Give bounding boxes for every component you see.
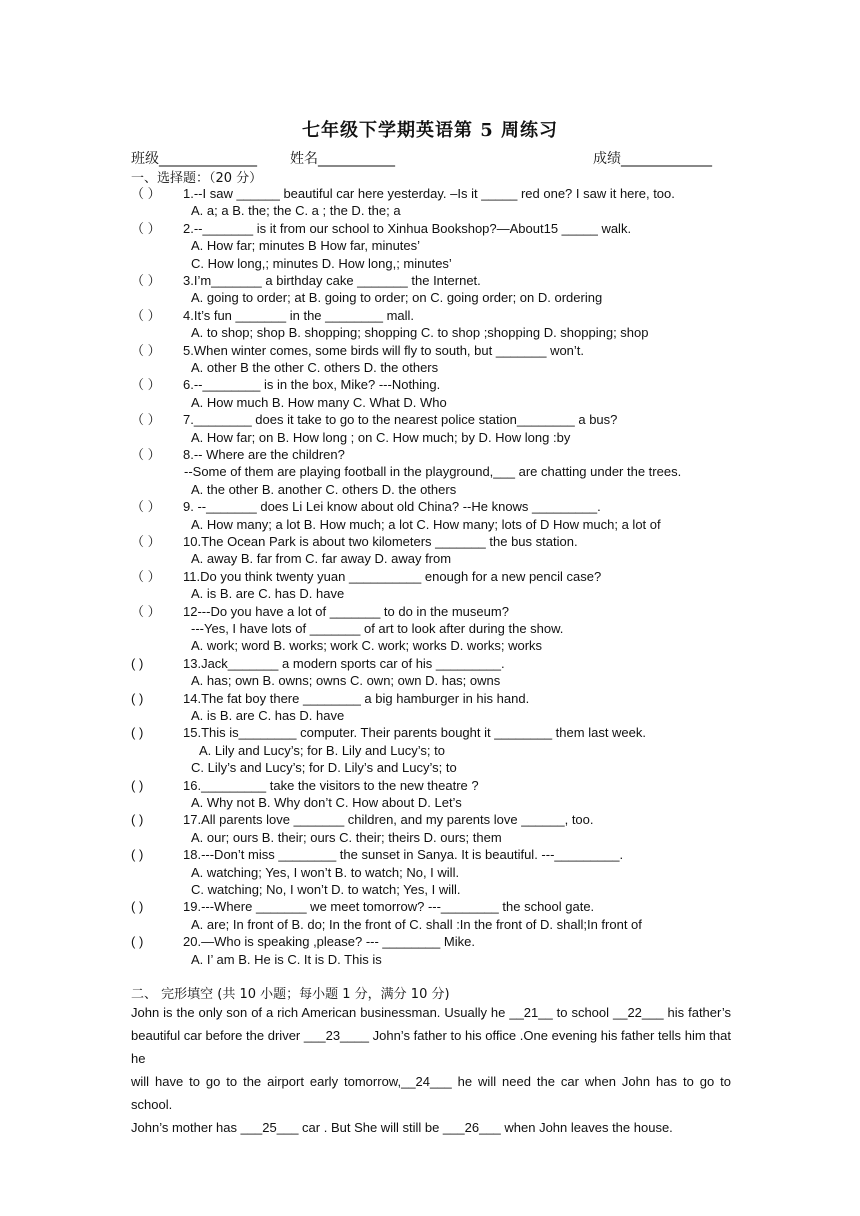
question-line	[131, 533, 578, 550]
answer-blank: ( )	[131, 725, 144, 740]
question-text: 3.I’m_______ a birthday cake _______ the Internet.	[183, 273, 481, 288]
answer-blank: ( )	[131, 847, 144, 862]
option-line: C. Lily’s and Lucy’s; for D. Lily’s and Lucy’s; to	[191, 760, 457, 775]
name-field: 姓名___________	[290, 151, 395, 167]
question-text: 20.—Who is speaking ,please? --- ________ Mike.	[183, 934, 475, 949]
passage-line: beautiful car before the driver ___23____ John’s father to his office .One evening his father tells him that he	[131, 1028, 731, 1066]
question-line	[131, 376, 440, 393]
question-text: 9. --_______ does Li Lei know about old China? --He knows _________.	[183, 499, 601, 514]
answer-blank: （ ）	[131, 377, 161, 392]
option-line: A. Lily and Lucy’s; for B. Lily and Lucy’s; to	[199, 743, 445, 758]
option-line: A. our; ours B. their; ours C. their; theirs D. ours; them	[191, 830, 502, 845]
question-line	[131, 446, 345, 463]
question-text: 4.It’s fun _______ in the ________ mall.	[183, 308, 415, 323]
question-line	[131, 342, 584, 359]
option-line: A. has; own B. owns; owns C. own; own D. has; owns	[191, 673, 501, 688]
answer-blank: ( )	[131, 899, 144, 914]
option-line: A. are; In front of B. do; In the front of C. shall :In the front of D. shall;In front of	[191, 917, 642, 932]
answer-blank: ( )	[131, 934, 144, 949]
question-text: 19.---Where _______ we meet tomorrow? ---________ the school gate.	[183, 899, 595, 914]
question-line	[131, 185, 675, 202]
question-line	[131, 603, 509, 620]
option-line: A. How much B. How many C. What D. Who	[191, 395, 447, 410]
question-text: 18.---Don’t miss ________ the sunset in Sanya. It is beautiful. ---_________.	[183, 847, 624, 862]
question-line	[131, 898, 594, 915]
answer-blank: （ ）	[131, 569, 161, 584]
option-line: A. Why not B. Why don’t C. How about D. Let’s	[191, 795, 462, 810]
question-line	[131, 690, 529, 707]
answer-blank: （ ）	[131, 604, 161, 619]
answer-blank: （ ）	[131, 308, 161, 323]
option-line: A. work; word B. works; work C. work; works D. works; works	[191, 638, 543, 653]
question-line	[131, 724, 646, 741]
answer-blank: ( )	[131, 812, 144, 827]
option-line: --Some of them are playing football in the playground,___ are chatting under the trees.	[184, 464, 682, 479]
question-line	[131, 655, 505, 672]
question-text: 6.--________ is in the box, Mike? ---Nothing.	[183, 377, 441, 392]
option-line: A. a; a B. the; the C. a ; the D. the; a	[191, 203, 401, 218]
question-line	[131, 933, 475, 950]
answer-blank: （ ）	[131, 412, 161, 427]
cloze-passage	[131, 1001, 731, 1139]
score-field: 成绩_____________	[593, 151, 712, 167]
question-text: 12---Do you have a lot of _______ to do in the museum?	[183, 604, 509, 619]
section-2-heading: 二、 完形填空 (共 10 小题；每小题 1 分，满分 10 分)	[131, 987, 450, 1002]
question-line	[131, 220, 631, 237]
question-text: 5.When winter comes, some birds will fly to south, but _______ won’t.	[183, 343, 585, 358]
question-text: 8.-- Where are the children?	[183, 447, 345, 462]
question-line	[131, 307, 414, 324]
question-text: 17.All parents love _______ children, and my parents love ______, too.	[183, 812, 594, 827]
option-line: A. watching; Yes, I won’t B. to watch; No, I will.	[191, 865, 460, 880]
class-field: 班级______________	[131, 151, 257, 167]
answer-blank: （ ）	[131, 534, 161, 549]
option-line: A. going to order; at B. going to order; on C. going order; on D. ordering	[191, 290, 603, 305]
answer-blank: （ ）	[131, 447, 161, 462]
passage-line: John is the only son of a rich American businessman. Usually he __21__ to school __22___ his father’s	[131, 1005, 731, 1020]
option-line: C. watching; No, I won’t D. to watch; Yes, I will.	[191, 882, 461, 897]
question-line	[131, 811, 594, 828]
answer-blank: ( )	[131, 656, 144, 671]
answer-blank: （ ）	[131, 186, 161, 201]
section-1-heading: 一、选择题：（20 分）	[131, 171, 263, 186]
question-line	[131, 411, 617, 428]
question-line	[131, 498, 601, 515]
option-line: A. How many; a lot B. How much; a lot C. How many; lots of D How much; a lot of	[191, 517, 661, 532]
option-line: A. I’ am B. He is C. It is D. This is	[191, 952, 382, 967]
question-text: 2.--_______ is it from our school to Xinhua Bookshop?—About15 _____ walk.	[183, 221, 632, 236]
question-text: 13.Jack_______ a modern sports car of his _________.	[183, 656, 505, 671]
question-text: 14.The fat boy there ________ a big hamburger in his hand.	[183, 691, 530, 706]
question-text: 7.________ does it take to go to the nearest police station________ a bus?	[183, 412, 618, 427]
answer-blank: （ ）	[131, 273, 161, 288]
option-line: A. the other B. another C. others D. the others	[191, 482, 457, 497]
option-line: ---Yes, I have lots of _______ of art to look after during the show.	[191, 621, 564, 636]
option-line: A. other B the other C. others D. the others	[191, 360, 439, 375]
question-line	[131, 846, 623, 863]
answer-blank: ( )	[131, 778, 144, 793]
question-text: 11.Do you think twenty yuan __________ enough for a new pencil case?	[183, 569, 602, 584]
option-line: A. away B. far from C. far away D. away from	[191, 551, 452, 566]
question-line	[131, 777, 479, 794]
option-line: C. How long,; minutes D. How long,; minutes’	[191, 256, 452, 271]
question-text: 10.The Ocean Park is about two kilometers _______ the bus station.	[183, 534, 578, 549]
question-line	[131, 568, 601, 585]
question-line	[131, 272, 481, 289]
answer-blank: （ ）	[131, 499, 161, 514]
question-text: 1.--I saw ______ beautiful car here yesterday. –Is it _____ red one? I saw it here, too.	[183, 186, 675, 201]
option-line: A. How far; on B. How long ; on C. How much; by D. How long :by	[191, 430, 571, 445]
page-title: 七年级下学期英语第 5 周练习	[301, 120, 559, 141]
passage-line: John’s mother has ___25___ car . But She will still be ___26___ when John leaves the house.	[131, 1120, 673, 1135]
passage-line: will have to go to the airport early tomorrow,__24___ he will need the car when John has to go to school.	[131, 1074, 731, 1112]
option-line: A. is B. are C. has D. have	[191, 586, 345, 601]
option-line: A. is B. are C. has D. have	[191, 708, 345, 723]
option-line: A. to shop; shop B. shopping; shopping C. to shop ;shopping D. shopping; shop	[191, 325, 649, 340]
answer-blank: ( )	[131, 691, 144, 706]
question-text: 16._________ take the visitors to the new theatre ?	[183, 778, 479, 793]
answer-blank: （ ）	[131, 221, 161, 236]
option-line: A. How far; minutes B How far, minutes’	[191, 238, 421, 253]
answer-blank: （ ）	[131, 343, 161, 358]
question-text: 15.This is________ computer. Their parents bought it ________ them last week.	[183, 725, 646, 740]
